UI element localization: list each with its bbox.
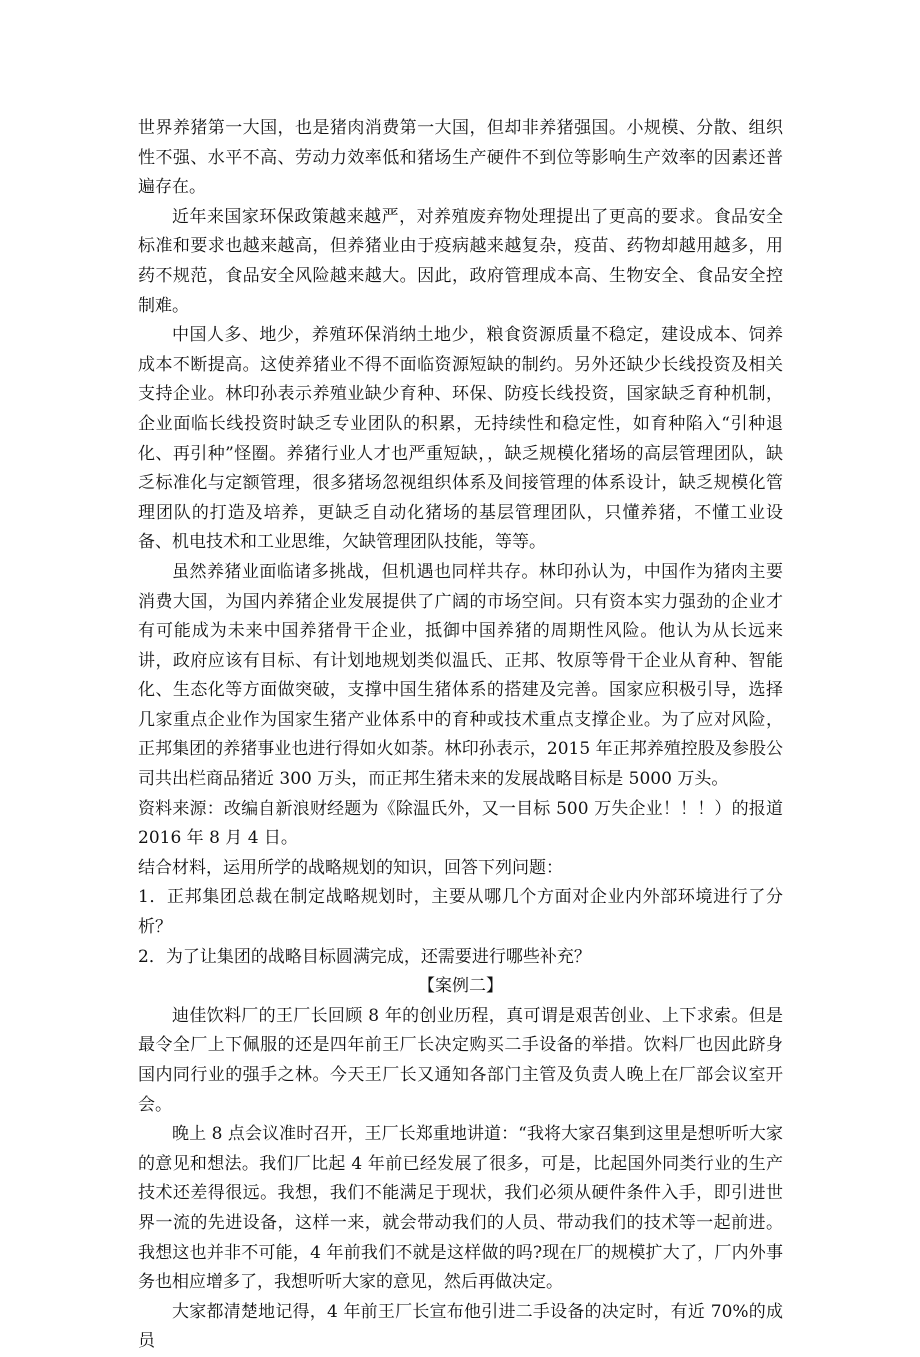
paragraph-opportunities: 虽然养猪业面临诸多挑战，但机遇也同样共存。林印孙认为，中国作为猪肉主要消费大国，为国内养猪企业发展提供了广阔的市场空间。只有资本实力强劲的企业才有可能成为未来中国养猪骨干企业，抵御中国养猪的周期性风险。他认为从长远来讲，政府应该有目标、有计划地规划类似温氏、正邦、牧原等骨干企业从育种、智能化、生态化等方面做突破，支撑中国生猪体系的搭建及完善。国家应积极引导，选择几家重点企业作为国家生猪产业体系中的育种或技术重点支撑企业。为了应对风险，正邦集团的养猪事业也进行得如火如荼。林印孙表示，2015 年正邦养殖控股及参股公司共出栏商品猪近 300 万头，而正邦生猪未来的发展战略目标是 5000 万头。 xyxy=(138,561,783,790)
document-page xyxy=(138,114,783,1357)
paragraph-resource-constraints: 中国人多、地少，养殖环保消纳土地少，粮食资源质量不稳定，建设成本、饲养成本不断提高。这使养猪业不得不面临资源短缺的制约。另外还缺少长线投资及相关支持企业。林印孙表示养殖业缺少育种、环保、防疫长线投资，国家缺乏育种机制，企业面临长线投资时缺乏专业团队的积累，无持续性和稳定性，如育种陷入“引种退化、再引种”怪圈。养猪行业人才也严重短缺，，缺乏规模化猪场的高层管理团队，缺乏标准化与定额管理，很多猪场忽视组织体系及间接管理的体系设计，缺乏规模化管理团队的打造及培养，更缺乏自动化猪场的基层管理团队，只懂养猪，不懂工业设备、机电技术和工业思维，欠缺管理团队技能，等等。 xyxy=(138,325,783,553)
paragraph-case-two-intro: 迪佳饮料厂的王厂长回顾 8 年的创业历程，真可谓是艰苦创业、上下求索。但是最令全厂上下佩服的还是四年前王厂长决定购买二手设备的举措。饮料厂也因此跻身国内同行业的强手之林。今天王厂长又通知各部门主管及负责人晚上在厂部会议室开会。 xyxy=(138,1005,783,1115)
paragraph-industry-status: 世界养猪第一大国，也是猪肉消费第一大国，但却非养猪强国。小规模、分散、组织性不强、水平不高、劳动力效率低和猪场生产硬件不到位等影响生产效率的因素还普遍存在。 xyxy=(138,118,783,198)
question-2: 2．为了让集团的战略目标圆满完成，还需要进行哪些补充？ xyxy=(138,946,591,967)
paragraph-environment-policy: 近年来国家环保政策越来越严，对养殖废弃物处理提出了更高的要求。食品安全标准和要求也越来越高，但养猪业由于疫病越来越复杂，疫苗、药物却越用越多，用药不规范，食品安全风险越来越大。因此，政府管理成本高、生物安全、食品安全控制难。 xyxy=(138,206,783,316)
question-1: 1．正邦集团总裁在制定战略规划时，主要从哪几个方面对企业内外部环境进行了分析？ xyxy=(138,887,783,938)
question-prompt: 结合材料，运用所学的战略规划的知识，回答下列问题： xyxy=(138,857,563,878)
paragraph-case-two-recall: 大家都清楚地记得，4 年前王厂长宣布他引进二手设备的决定时，有近 70%的成员 xyxy=(138,1301,783,1352)
case-two-heading: 【案例二】 xyxy=(418,976,503,997)
source-note: 资料来源：改编自新浪财经题为《除温氏外，又一目标 500 万失企业！！！）的报道 2016 年 8 月 4 日。 xyxy=(138,798,783,849)
paragraph-case-two-meeting: 晚上 8 点会议准时召开，王厂长郑重地讲道：“我将大家召集到这里是想听听大家的意见和想法。我们厂比起 4 年前已经发展了很多，可是，比起国外同类行业的生产技术还差得很远。我想，我们不能满足于现状，我们必须从硬件条件入手，即引进世界一流的先进设备，这样一来，就会带动我们的人员、带动我们的技术等一起前进。我想这也并非不可能，4 年前我们不就是这样做的吗?现在厂的规模扩大了，厂内外事务也相应增多了，我想听听大家的意见，然后再做决定。 xyxy=(138,1124,783,1293)
